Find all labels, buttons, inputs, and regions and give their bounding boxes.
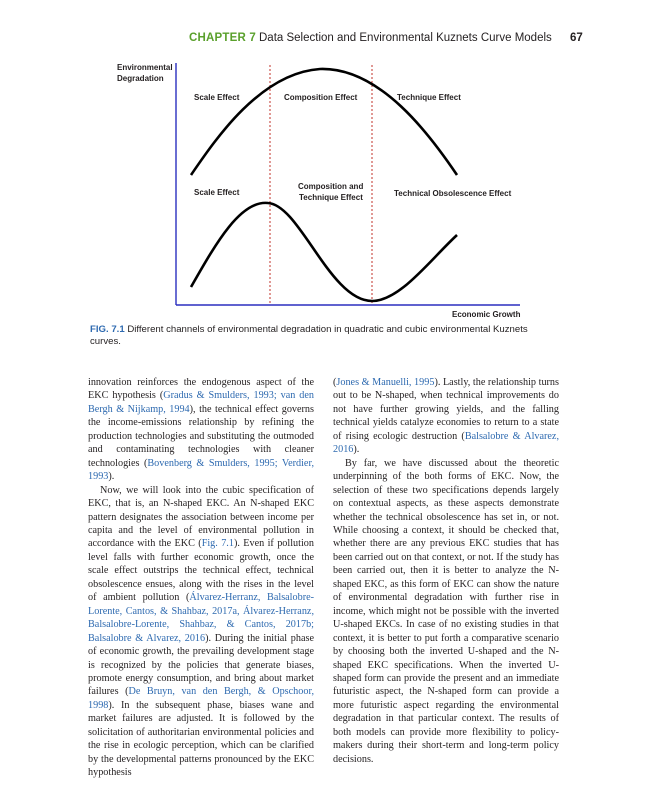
left-paragraph-1: innovation reinforces the endogenous aspect of the EKC hypothesis (Gradus & Smulders, 1993; van den Bergh & Nijkamp, 1994), the technical effect governs the income-emissions relationship by refining the production technologies and substituting the outmoded and contaminating technologies with cleaner technologies (Bovenberg & Smulders, 1995; Verdier, 1993). [88,377,314,483]
top-label-technique: Technique Effect [397,93,461,102]
inverted-u-curve [191,69,457,175]
citation-link[interactable]: Jones & Manuelli, 1995 [336,377,435,388]
figure-link[interactable]: Fig. 7.1 [201,538,234,550]
right-column [333,376,559,766]
left-column [88,376,314,780]
bottom-label-scale: Scale Effect [194,188,240,197]
citation-link[interactable]: Bovenberg & Smulders, 1995; Verdier, 1993 [88,457,314,483]
y-axis-label-line1: Environmental [117,63,173,72]
chapter-title: Data Selection and Environmental Kuznets Curve Models [259,32,552,44]
bottom-label-composition-line1: Composition and [298,182,364,191]
y-axis-label-line2: Degradation [117,74,164,83]
right-paragraph-1: (Jones & Manuelli, 1995). Lastly, the relationship turns out to be N-shaped, when technical improvements do not have further growing yields, and the falling technical yields catalyze economies to return to a state of rising ecologic destruction (Balsalobre & Alvarez, 2016). [333,377,559,456]
running-header [0,32,648,48]
right-paragraph-2: By far, we have discussed about the theoretic underpinning of the both forms of EKC. Now, the selection of these two specifications depends largely on contextual aspects, as these aspects demonstrate whether the technical obsolescence has set in, or not. While choosing a context, it should be checked that, whether there are any previous EKC studies that has been carried out on that context, or not. If the study has been carried out, then it is better to analyze the N-shaped EKC, as this form of EKC can show the nature of environmental degradation with further rise in income, which might not be possible with the inverted U-shaped EKCs. In case of no existing studies in that context, it is better to put forth a comparative scenario by choosing both the inverted U-shaped and the N-shaped EKC specifications. When the inverted U-shaped form can provide the present and an immediate futuristic aspect, the N-shaped form can provide a more futuristic aspect regarding the environmental degradation in that particular context. The results of both models can provide more flexibility to policy-makers during their short-term and long-term policy decisions. [333,457,559,765]
left-paragraph-2: Now, we will look into the cubic specification of EKC, that is, an N-shaped EKC. An N-shaped EKC pattern designates the association between income per capita and the level of environmental pollution in accordance with the EKC (Fig. 7.1). Even if pollution level falls with further economic growth, once the scale effect outstrips the technical effect, technical obsolescence ensues, along with the rises in the level of ambient pollution (Álvarez-Herranz, Balsalobre-Lorente, Cantos, & Shahbaz, 2017a, Álvarez-Herranz, Balsalobre-Lorente, Shahbaz, & Cantos, 2017b; Balsalobre & Alvarez, 2016). During the initial phase of economic growth, the prevailing development stage is recognized by the policies that generate biases, promote energy consumption, and bring about market failures (De Bruyn, van den Bergh, & Opschoor, 1998). In the subsequent phase, biases wane and market failures are adjusted. It is followed by the solicitation of authoritarian environmental policies and the rise in ecologic perception, which can be clarified by the developmental patterns pronounced by the EKC hypothesis [88,484,314,779]
ekc-figure [0,55,648,320]
page-number: 67 [570,32,583,44]
citation-link[interactable]: Gradus & Smulders, 1993; van den Bergh & Nijkamp, 1994 [88,390,314,415]
caption-label: FIG. 7.1 [90,324,125,335]
citation-link[interactable]: Balsalobre & Alvarez, 2016 [333,430,559,456]
bottom-label-composition-line2: Technique Effect [299,193,363,202]
n-shaped-curve [191,203,457,301]
figure-caption [90,324,560,348]
citation-link[interactable]: De Bruyn, van den Bergh, & Opschoor, 1998 [88,686,314,711]
caption-text: Different channels of environmental degradation in quadratic and cubic environmental Kuznets curves. [90,324,528,347]
x-axis-label: Economic Growth [452,310,521,319]
top-label-composition: Composition Effect [284,93,358,102]
bottom-label-obsolescence: Technical Obsolescence Effect [394,189,512,198]
chapter-label: CHAPTER 7 [189,32,256,44]
top-label-scale: Scale Effect [194,93,240,102]
citation-link[interactable]: Álvarez-Herranz, Balsalobre-Lorente, Cantos, & Shahbaz, 2017a, Álvarez-Herranz, Balsalobre-Lorente, Shahbaz, & Cantos, 2017b; Balsalobre & Alvarez, 2016 [88,592,314,644]
